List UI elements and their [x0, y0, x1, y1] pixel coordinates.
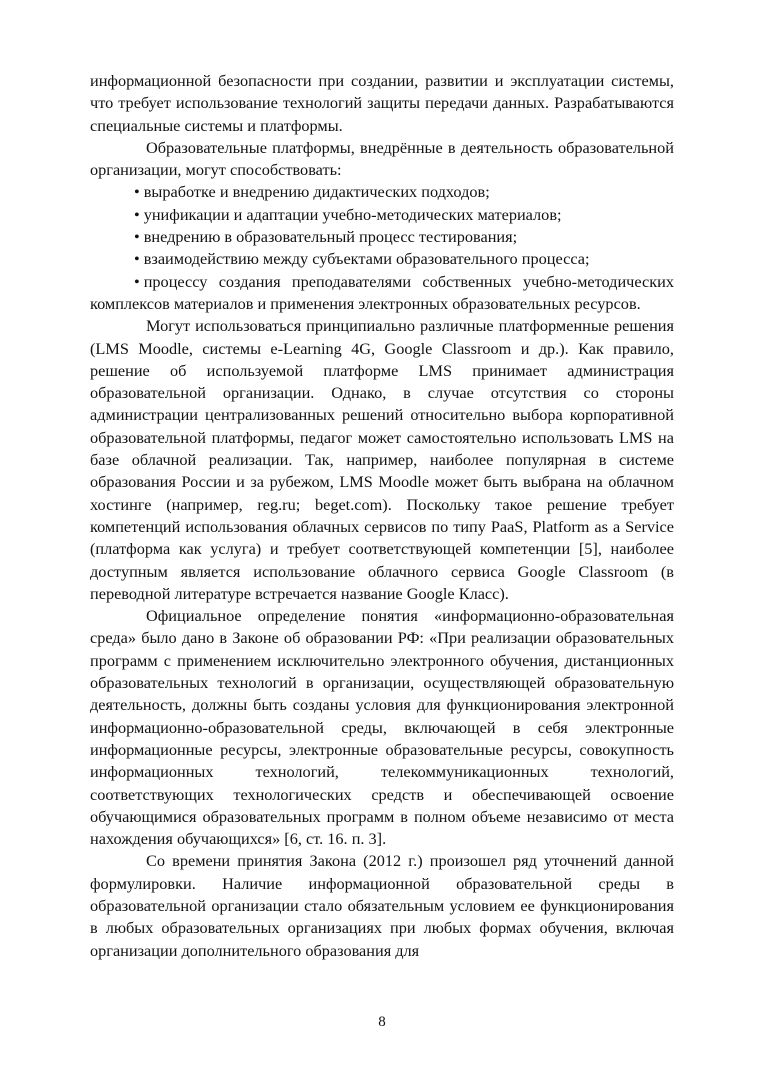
paragraph-definition: Официальное определение понятия «информационно-образовательная среда» было дано в Законе об образовании РФ: «При реализации образовательных программ с применением исключительно электронного обучения, дистанционных образовательных технологий в организации, осуществляющей образовательную деятельность, должны быть созданы условия для функционирования электронной информационно-образовательной среды, включающей в себя электронные информационные ресурсы, электронные образовательные ресурсы, совокупность информационных технологий, телекоммуникационных технологий, соответствующих технологических средств и обеспечивающей освоение обучающимися образовательных программ в полном объеме независимо от места нахождения обучающихся» [6, ст. 16. п. 3].	[90, 606, 674, 849]
paragraph-platforms-intro: Образовательные платформы, внедрённые в деятельность образовательной организации, могут способствовать:	[90, 137, 674, 180]
paragraph-lms: Могут использоваться принципиально различные платформенные решения (LMS Moodle, системы e-Learning 4G, Google Classroom и др.). Как правило, решение об используемой платформе LMS принимает администрация образовательной организации. Однако, в случае отсутствия со стороны администрации централизованных решений относительно выбора корпоративной образовательной платформы, педагог может самостоятельно использовать LMS на базе облачной реализации. Так, например, наиболее популярная в системе образования России и за рубежом, LMS Moodle может быть выбрана на облачном хостинге (например, reg.ru; beget.com). Поскольку такое решение требует компетенций использования облачных сервисов по типу PaaS, Platform as a Service (платформа как услуга) и требует соответствующей компетенции [5], наиболее доступным является использование облачного сервиса Google Classroom (в переводной литературе встречается название Google Класс).	[90, 316, 674, 603]
bullet-icon: •	[134, 271, 140, 291]
bullet-icon: •	[134, 182, 140, 202]
list-item: • унификации и адаптации учебно-методических материалов;	[90, 204, 674, 226]
paragraph-security: информационной безопасности при создании, развитии и эксплуатации системы, что требует использование технологий защиты передачи данных. Разрабатываются специальные системы и платформы.	[90, 71, 674, 135]
paragraph-law: Со времени принятия Закона (2012 г.) произошел ряд уточнений данной формулировки. Наличие информационной образовательной среды в образовательной организации стало обязательным условием ее функционирования в любых образовательных организациях при любых формах обучения, включая организации дополнительного образования для	[90, 851, 674, 960]
list-item: • процессу создания преподавателями собственных учебно-методических комплексов материалов и применения электронных образовательных ресурсов.	[90, 271, 674, 313]
bullet-list	[90, 181, 674, 315]
page-number: 8	[378, 1014, 386, 1030]
bullet-icon: •	[134, 204, 140, 224]
document-page	[90, 70, 674, 962]
list-item: • взаимодействию между субъектами образовательного процесса;	[90, 248, 674, 270]
list-item: • внедрению в образовательный процесс тестирования;	[90, 226, 674, 248]
bullet-icon: •	[134, 249, 140, 269]
bullet-icon: •	[134, 227, 140, 247]
list-item: • выработке и внедрению дидактических подходов;	[90, 181, 674, 203]
